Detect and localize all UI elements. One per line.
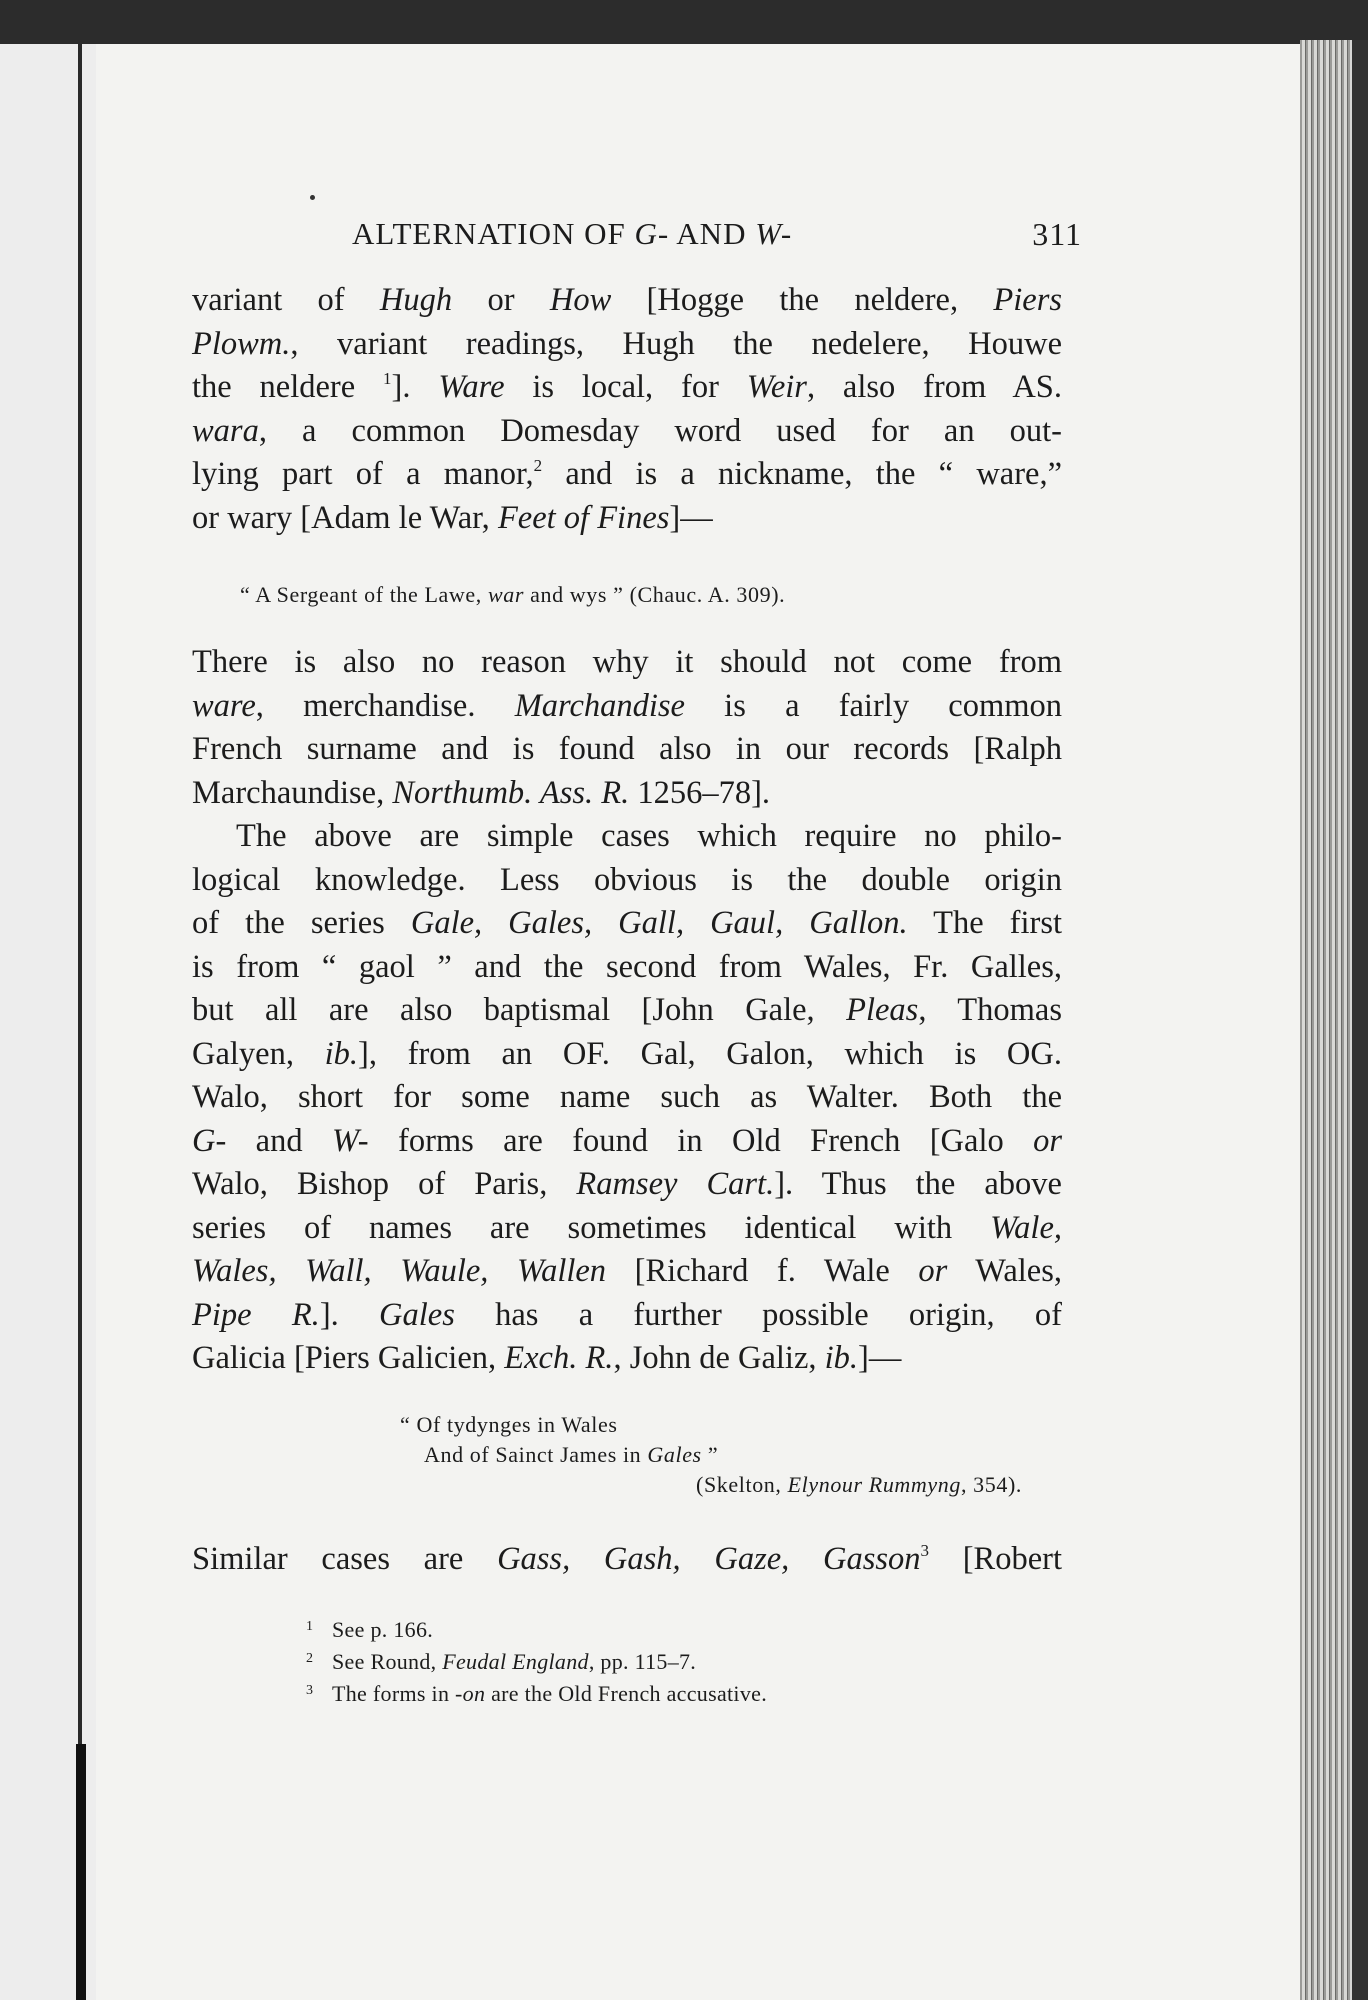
text-line: series of names are sometimes identical with Wale, <box>192 1209 1062 1246</box>
text-line: There is also no reason why it should not come from <box>192 644 1062 680</box>
page-number: 311 <box>1032 216 1082 252</box>
footnote: 1 See p. 166. <box>306 1617 434 1642</box>
verse-quote-skelton <box>400 1410 1040 1500</box>
text-line: Similar cases are Gass, Gash, Gaze, Gasson$^3$ [Robert <box>192 1541 1063 1577</box>
text-line: Wales, Wall, Waule, Wallen [Richard f. Wale or Wales, <box>192 1253 1062 1289</box>
ink-speck <box>310 195 315 200</box>
cover-edge <box>1352 40 1368 2000</box>
text-line: Pipe R.]. Gales has a further possible origin, of <box>192 1296 1062 1333</box>
text-line: logical knowledge. Less obvious is the double origin <box>192 861 1062 898</box>
text-line: G- and W- forms are found in Old French [Galo or <box>192 1122 1062 1159</box>
facing-page-edge <box>0 44 99 2000</box>
text-line: French surname and is found also in our records [Ralph <box>192 731 1062 767</box>
text-line: but all are also baptismal [John Gale, Pleas, Thomas <box>192 992 1062 1028</box>
running-title: ALTERNATION OF G- AND W- <box>352 216 793 251</box>
gutter-line <box>78 44 82 2000</box>
paragraph-1 <box>192 279 1062 540</box>
text-line: Plowm., variant readings, Hugh the nedelere, Houwe <box>192 325 1062 362</box>
paragraph-3 <box>192 815 1062 1381</box>
verse-citation: (Skelton, Elynour Rummyng, 354). <box>696 1472 1022 1497</box>
footnote-ref: 3 <box>920 1541 930 1560</box>
gutter-shadow <box>76 1744 86 2000</box>
text-line: lying part of a manor,$^2$ and is a nickname, the “ ware,” <box>192 456 1063 492</box>
footnote-ref: 1 <box>383 369 392 388</box>
verse-line: And of Sainct James in Gales ” <box>424 1442 719 1467</box>
scan-top-edge <box>0 0 1368 48</box>
text-line: Walo, Bishop of Paris, Ramsey Cart.]. Thus the above <box>192 1166 1062 1202</box>
footnotes <box>306 1614 1006 1710</box>
text-line: is from “ gaol ” and the second from Wales, Fr. Galles, <box>192 948 1062 985</box>
text-line: wara, a common Domesday word used for an out- <box>192 412 1062 449</box>
text-line: Galyen, ib.], from an OF. Gal, Galon, which is OG. <box>192 1035 1062 1072</box>
footnote: 3 The forms in -on are the Old French accusative. <box>306 1681 768 1706</box>
text-line: ware, merchandise. Marchandise is a fairly common <box>192 687 1063 724</box>
paragraph-2 <box>192 641 1062 815</box>
text-line: or wary [Adam le War, Feet of Fines]— <box>192 499 713 536</box>
text-line: Galicia [Piers Galicien, Exch. R., John de Galiz, ib.]— <box>192 1340 902 1376</box>
footnote: 2 See Round, Feudal England, pp. 115–7. <box>306 1649 697 1674</box>
text-line: of the series Gale, Gales, Gall, Gaul, Gallon. The first <box>192 905 1063 941</box>
footnote-ref: 2 <box>533 456 543 475</box>
text-line: variant of Hugh or How [Hogge the neldere, Piers <box>192 282 1062 318</box>
text-line: Walo, short for some name such as Walter. Both the <box>192 1079 1062 1115</box>
paragraph-4 <box>192 1538 1062 1582</box>
running-header <box>352 212 1082 262</box>
verse-line: “ Of tydynges in Wales <box>400 1412 618 1437</box>
text-line: The above are simple cases which require no philo- <box>236 818 1062 854</box>
block-quote-chaucer: “ A Sergeant of the Lawe, war and wys ” (Chauc. A. 309). <box>240 582 786 607</box>
text-line: the neldere $^1$]. Ware is local, for Weir, also from AS. <box>192 369 1062 405</box>
text-line: Marchaundise, Northumb. Ass. R. 1256–78]. <box>192 774 771 811</box>
